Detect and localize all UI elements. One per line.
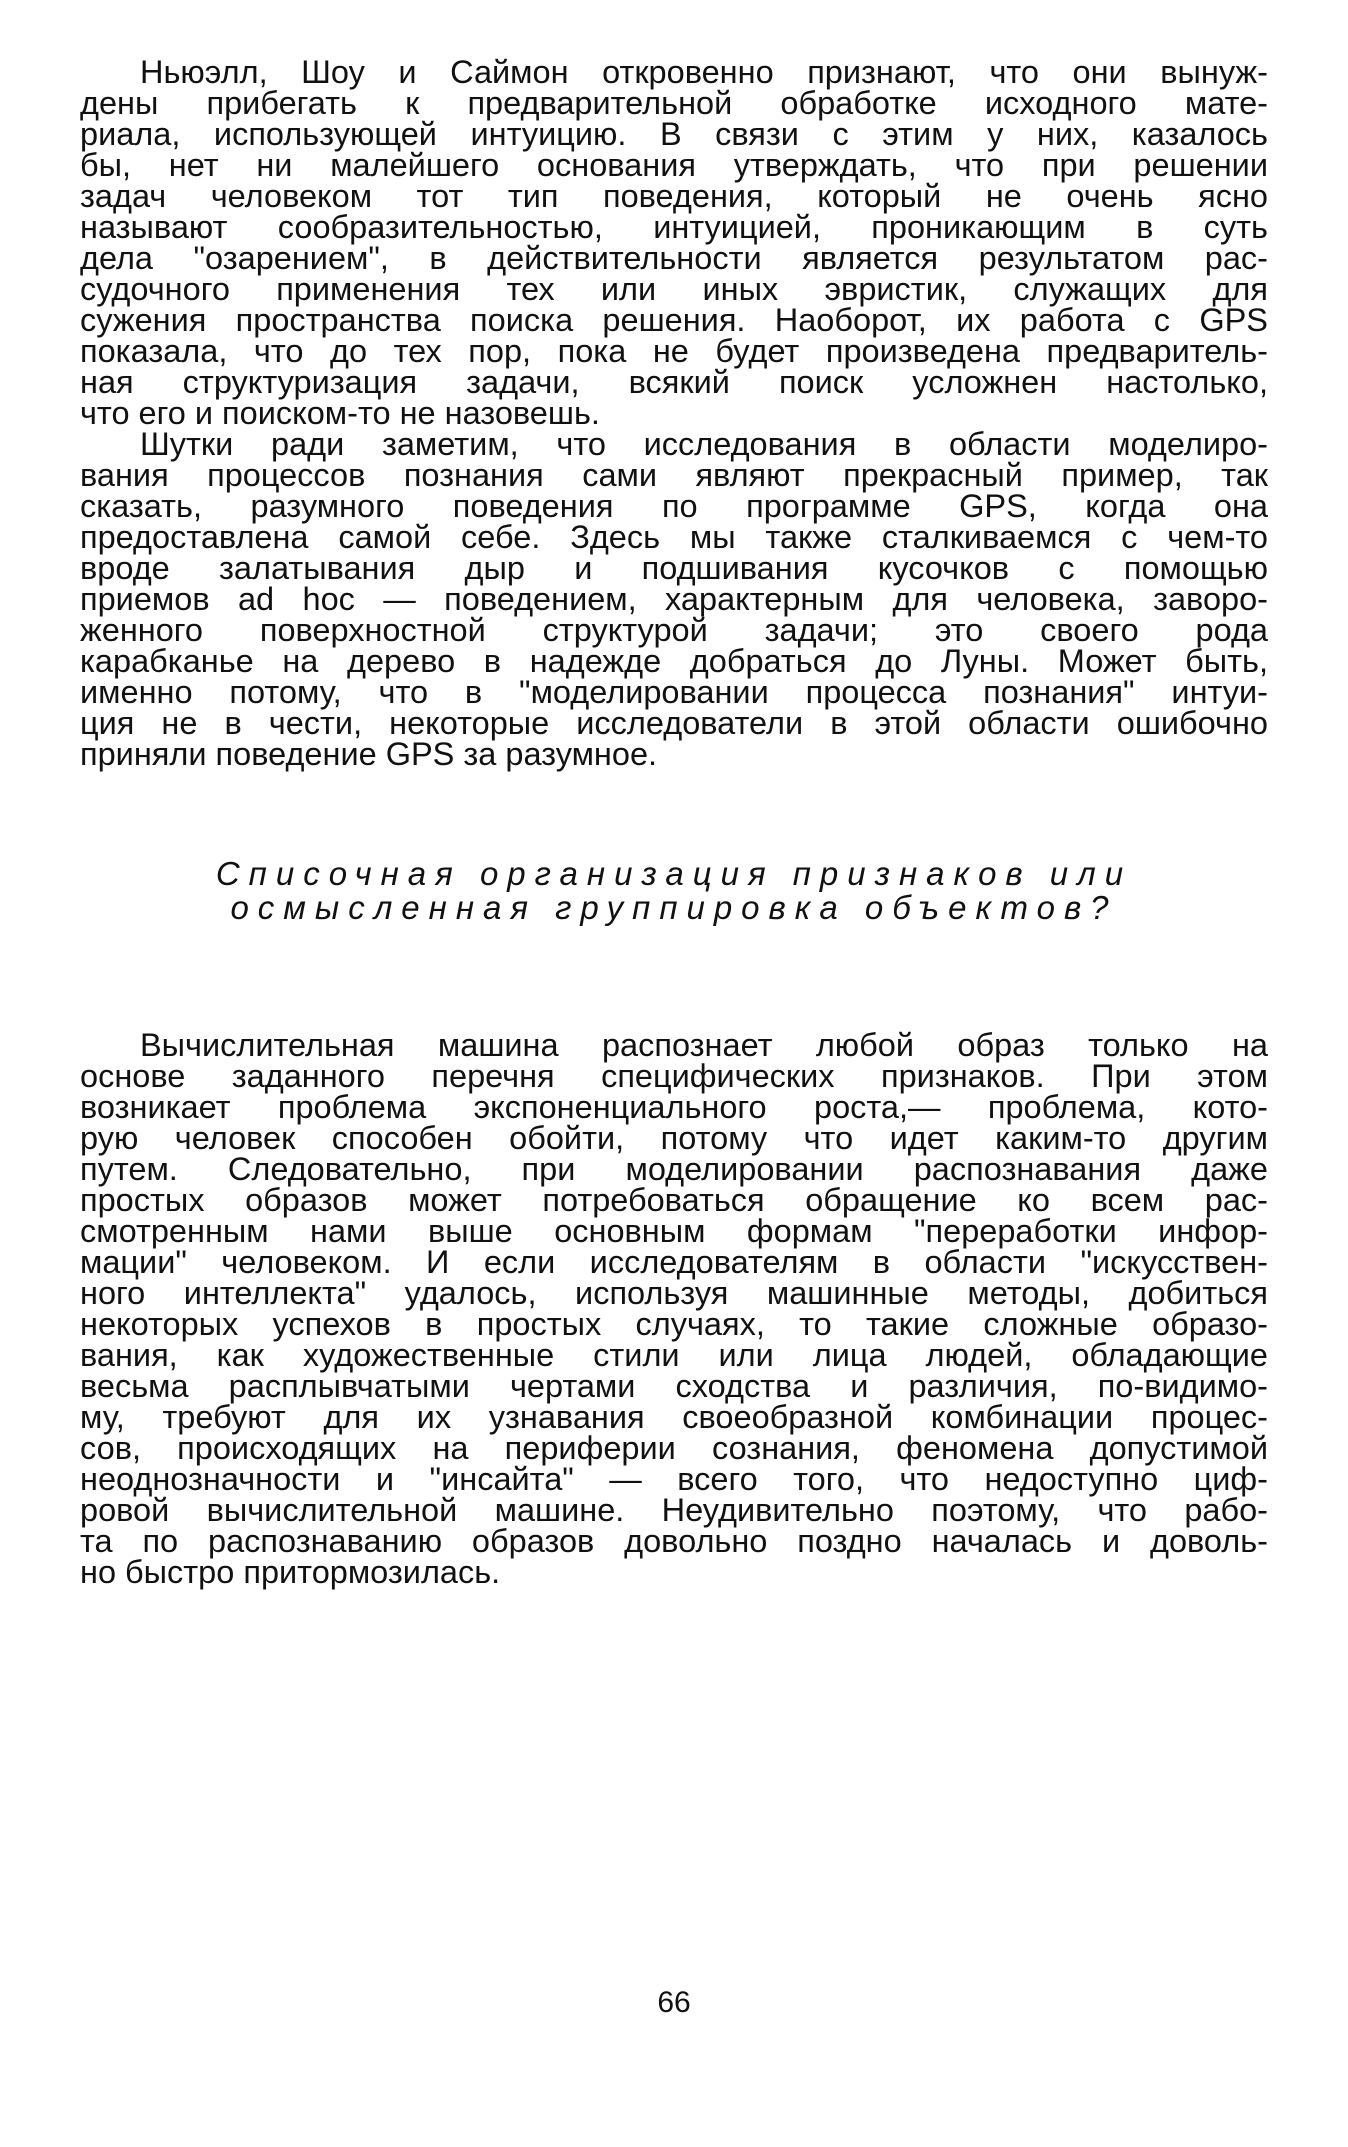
text-line: риала, использующей интуицию. В связи с этим у них, казалось xyxy=(80,116,1268,152)
text-line: мации" человеком. И если исследователям в области "искусствен- xyxy=(80,1244,1268,1280)
text-line: весьма расплывчатыми чертами сходства и различия, по-видимо- xyxy=(80,1368,1268,1404)
text-line: неоднозначности и "инсайта" — всего того, что недоступно циф- xyxy=(80,1461,1268,1497)
text-line: сказать, разумного поведения по программе GPS, когда она xyxy=(80,488,1268,524)
text-line: Вычислительная машина распознает любой образ только на xyxy=(140,1027,1268,1063)
text-line: Ньюэлл, Шоу и Саймон откровенно признают, что они вынуж- xyxy=(140,54,1268,90)
text-line: сужения пространства поиска решения. Наоборот, их работа с GPS xyxy=(80,302,1268,338)
heading-line-1: Списочная организация признаков или xyxy=(215,855,1133,892)
text-line: путем. Следовательно, при моделировании распознавания даже xyxy=(80,1151,1268,1187)
text-line: рую человек способен обойти, потому что идет каким-то другим xyxy=(80,1120,1268,1156)
text-line: Шутки ради заметим, что исследования в области моделиро- xyxy=(140,426,1268,462)
text-line: но быстро притормозилась. xyxy=(80,1554,501,1590)
text-line: ная структуризация задачи, всякий поиск усложнен настолько, xyxy=(80,364,1268,400)
text-line: вроде залатывания дыр и подшивания кусочков с помощью xyxy=(80,550,1268,586)
text-line: ного интеллекта" удалось, используя машинные методы, добиться xyxy=(80,1275,1268,1311)
text-line: вания процессов познания сами являют прекрасный пример, так xyxy=(80,457,1268,493)
page-number: 66 xyxy=(657,1986,691,2019)
heading-line-2: осмысленная группировка объектов? xyxy=(230,889,1118,926)
text-line: приемов ad hoc — поведением, характерным для человека, заворо- xyxy=(80,581,1268,617)
text-line: предоставлена самой себе. Здесь мы также сталкиваемся с чем-то xyxy=(80,519,1268,555)
text-line: сов, происходящих на периферии сознания, феномена допустимой xyxy=(80,1430,1268,1466)
text-line: ровой вычислительной машине. Неудивительно поэтому, что рабо- xyxy=(80,1492,1268,1528)
text-line: основе заданного перечня специфических признаков. При этом xyxy=(80,1058,1268,1094)
text-line: смотренным нами выше основным формам "переработки инфор- xyxy=(80,1213,1268,1249)
text-line: именно потому, что в "моделировании процесса познания" интуи- xyxy=(80,674,1268,710)
text-line: дела "озарением", в действительности является результатом рас- xyxy=(80,240,1268,276)
text-line: приняли поведение GPS за разумное. xyxy=(80,736,658,772)
text-line: дены прибегать к предварительной обработке исходного мате- xyxy=(80,85,1268,121)
text-line: возникает проблема экспоненциального роста,— проблема, кото- xyxy=(80,1089,1268,1125)
text-line: некоторых успехов в простых случаях, то такие сложные образо- xyxy=(80,1306,1268,1342)
text-line: называют сообразительностью, интуицией, проникающим в суть xyxy=(80,209,1268,245)
text-line: ция не в чести, некоторые исследователи в этой области ошибочно xyxy=(80,705,1268,741)
text-line: бы, нет ни малейшего основания утверждать, что при решении xyxy=(80,147,1268,183)
text-line: показала, что до тех пор, пока не будет произведена предваритель- xyxy=(80,333,1268,369)
text-line: вания, как художественные стили или лица людей, обладающие xyxy=(80,1337,1268,1373)
text-line: та по распознаванию образов довольно поздно началась и доволь- xyxy=(80,1523,1268,1559)
text-line: что его и поиском-то не назовешь. xyxy=(80,395,600,431)
text-line: карабканье на дерево в надежде добраться до Луны. Может быть, xyxy=(80,643,1268,679)
text-line: судочного применения тех или иных эвристик, служащих для xyxy=(80,271,1268,307)
text-line: женного поверхностной структурой задачи; это своего рода xyxy=(80,612,1268,648)
text-line: простых образов может потребоваться обращение ко всем рас- xyxy=(80,1182,1268,1218)
text-line: задач человеком тот тип поведения, который не очень ясно xyxy=(80,178,1268,214)
text-line: му, требуют для их узнавания своеобразной комбинации процес- xyxy=(80,1399,1268,1435)
